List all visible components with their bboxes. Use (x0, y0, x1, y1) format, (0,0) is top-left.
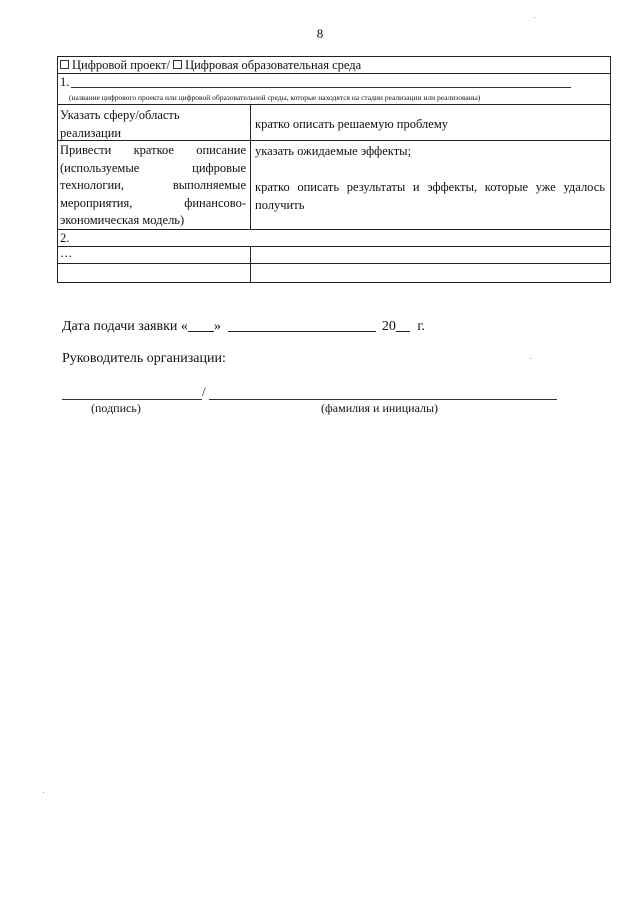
table-column-divider-upper (250, 104, 251, 229)
more-items-ellipsis: … (60, 246, 73, 260)
digital-project-checkbox[interactable] (60, 60, 69, 69)
sphere-label-line-1: Указать сферу/область (60, 108, 180, 122)
scan-speck (530, 358, 531, 359)
description-label-line-4: мероприятия, финансово- (60, 195, 246, 210)
item-2-number: 2. (60, 231, 70, 245)
table-border-bottom (57, 282, 611, 283)
expected-effects-value: указать ожидаемые эффекты; (255, 144, 412, 158)
description-label-line-3: технологии, выполняемые (60, 178, 246, 192)
description-label-line-5: экономическая модель) (60, 213, 185, 227)
scan-speck (43, 792, 44, 793)
sphere-value: кратко описать решаемую проблему (255, 117, 448, 131)
application-date-mid: » (213, 319, 221, 334)
signature-slash: / (202, 384, 206, 399)
application-year-blank[interactable] (396, 317, 410, 332)
item-1-name-blank[interactable] (71, 87, 571, 88)
item-1-name-note: (название цифрового проекта или цифровой образовательной среды, которые находятся на стадии реализации или реализованы) (69, 93, 481, 102)
page-number: 8 (316, 26, 324, 41)
table-column-divider-lower (250, 246, 251, 282)
achieved-results-line-1: кратко описать результаты и эффекты, которые уже удалось (255, 180, 605, 194)
sphere-label-line-2: реализации (60, 126, 122, 140)
full-name-caption: (фамилия и инициалы) (321, 401, 439, 415)
achieved-results-value (255, 178, 605, 214)
application-day-blank[interactable] (188, 317, 214, 332)
sphere-label (60, 106, 180, 142)
description-label-line-2: (используемые цифровые (60, 160, 246, 175)
signature-caption: (подпись) (91, 401, 141, 415)
scan-speck (534, 17, 535, 18)
item-1-number: 1. (60, 75, 70, 89)
application-year-suffix: г. (417, 319, 426, 334)
full-name-blank[interactable] (209, 399, 557, 400)
digital-environment-checkbox[interactable] (173, 60, 182, 69)
description-label (60, 142, 246, 230)
project-table (57, 56, 611, 283)
application-year-prefix: 20 (381, 319, 396, 334)
project-type-header (60, 56, 361, 74)
table-rule-after-item-1 (57, 104, 611, 105)
description-label-line-1: Привести краткое описание (60, 143, 246, 157)
application-date-prefix: Дата подачи заявки « (62, 319, 188, 334)
application-date-line (62, 317, 425, 335)
table-rule-after-item-2 (57, 246, 611, 247)
table-border-right (610, 56, 611, 283)
signature-blank[interactable] (62, 399, 202, 400)
digital-environment-label: Цифровая образовательная среда (185, 58, 362, 72)
head-of-organization-label: Руководитель организации: (62, 351, 226, 366)
digital-project-label: Цифровой проект/ (72, 58, 170, 72)
table-rule-after-ellipsis (57, 263, 611, 264)
application-month-blank[interactable] (228, 317, 376, 332)
achieved-results-line-2: получить (255, 198, 305, 212)
table-border-left (57, 56, 58, 283)
